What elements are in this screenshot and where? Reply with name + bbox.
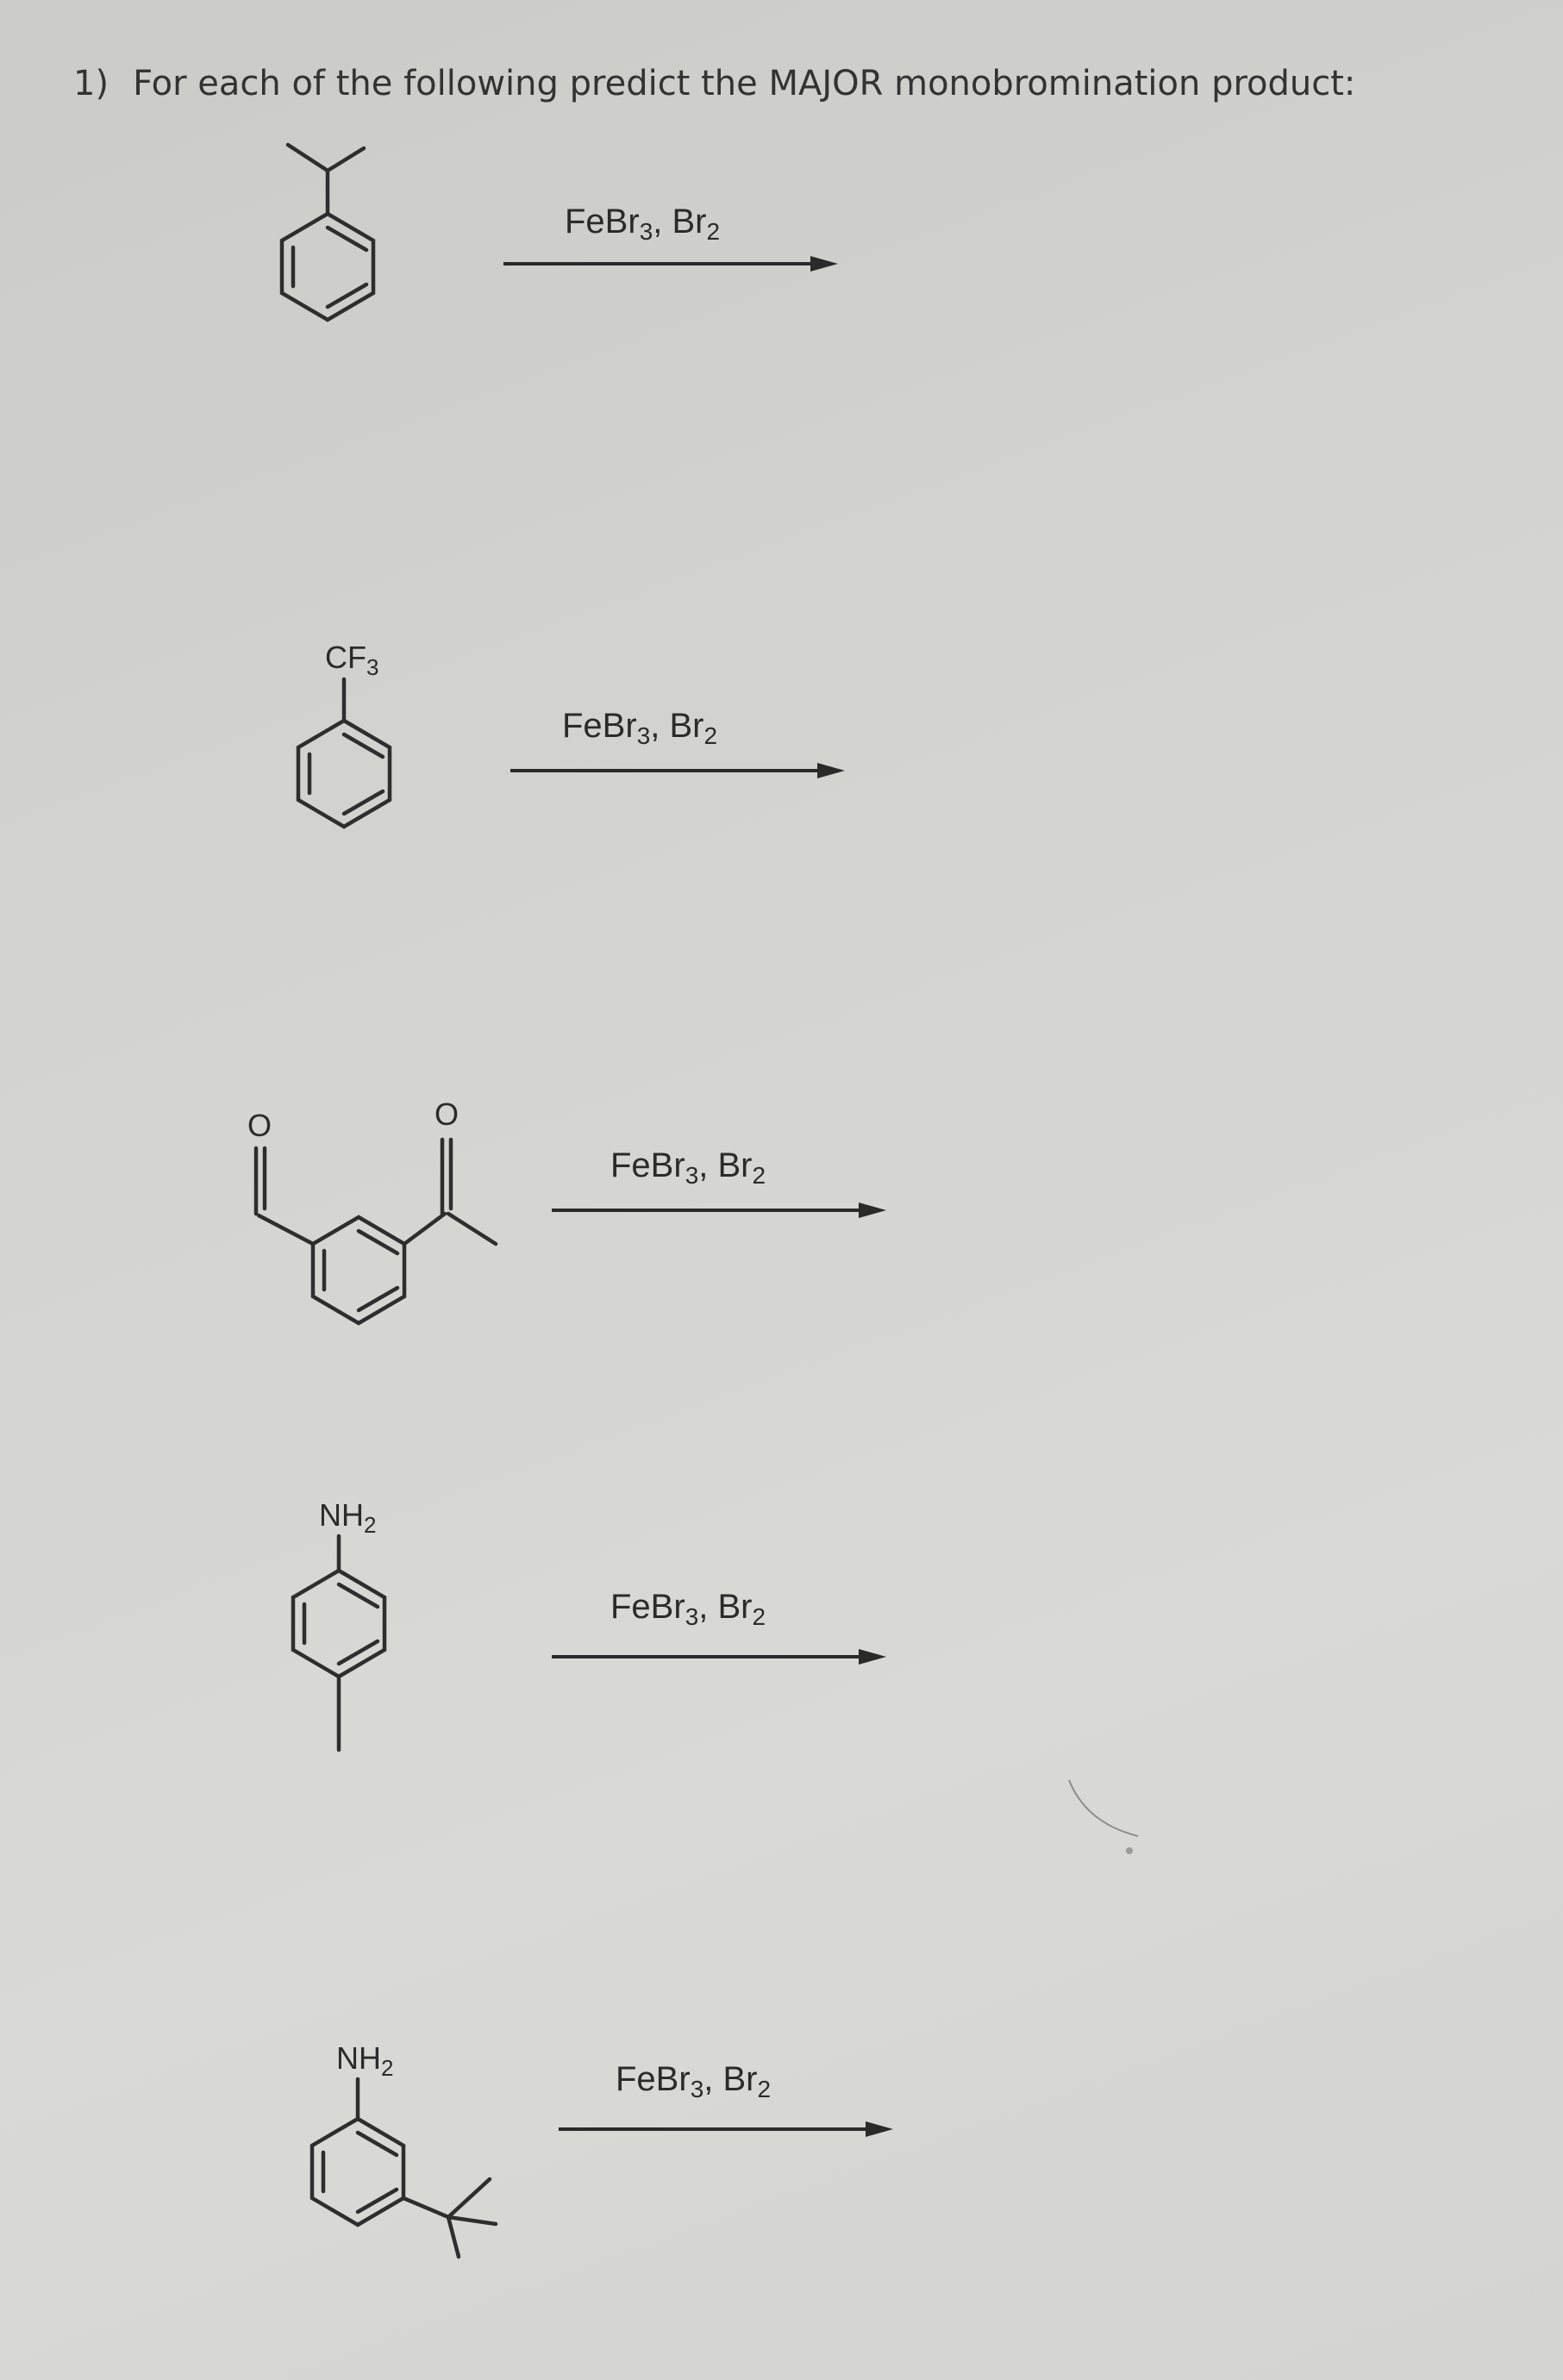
substituent-label: O [435, 1096, 460, 1132]
reactant-trifluoromethylbenzene [259, 638, 431, 845]
substituent-label: O [247, 1108, 272, 1143]
reagent-text: FeBr$_3$, $Br_2$ [616, 2060, 772, 2102]
reagent-label [565, 203, 720, 246]
reactant-3-acetylbenzaldehyde [233, 1095, 517, 1319]
reagent-text: FeBr$_3$, $Br_2$ [562, 707, 718, 749]
reagent-text: FeBr$_3$, $Br_2$ [565, 203, 721, 245]
question-number: 1) [73, 64, 109, 103]
reagent-label [616, 2060, 771, 2103]
substituent-label: $CF_3$ [325, 640, 379, 680]
substituent-label: $NH_2$ [319, 1497, 377, 1538]
reaction-arrow [548, 1648, 893, 1665]
reagent-label [610, 1588, 766, 1631]
reagent-text: FeBr$_3$, $Br_2$ [610, 1588, 766, 1630]
reaction-arrow [555, 2121, 900, 2138]
question-prompt [73, 64, 1355, 103]
substituent-label: $NH_2$ [336, 2040, 394, 2081]
reagent-text: FeBr$_3$, $Br_2$ [610, 1146, 766, 1189]
reagent-label [610, 1146, 766, 1190]
reactant-p-toluidine [259, 1491, 431, 1767]
reactant-isopropylbenzene [259, 112, 431, 336]
reaction-arrow [507, 762, 852, 779]
pen-mark [1065, 1776, 1168, 1862]
reactant-3-tert-butylaniline [284, 2034, 543, 2293]
question-text: For each of the following predict the MAJOR monobromination product: [133, 64, 1356, 103]
reagent-label [562, 707, 717, 750]
reaction-arrow [548, 1202, 893, 1219]
reaction-arrow [500, 255, 845, 272]
